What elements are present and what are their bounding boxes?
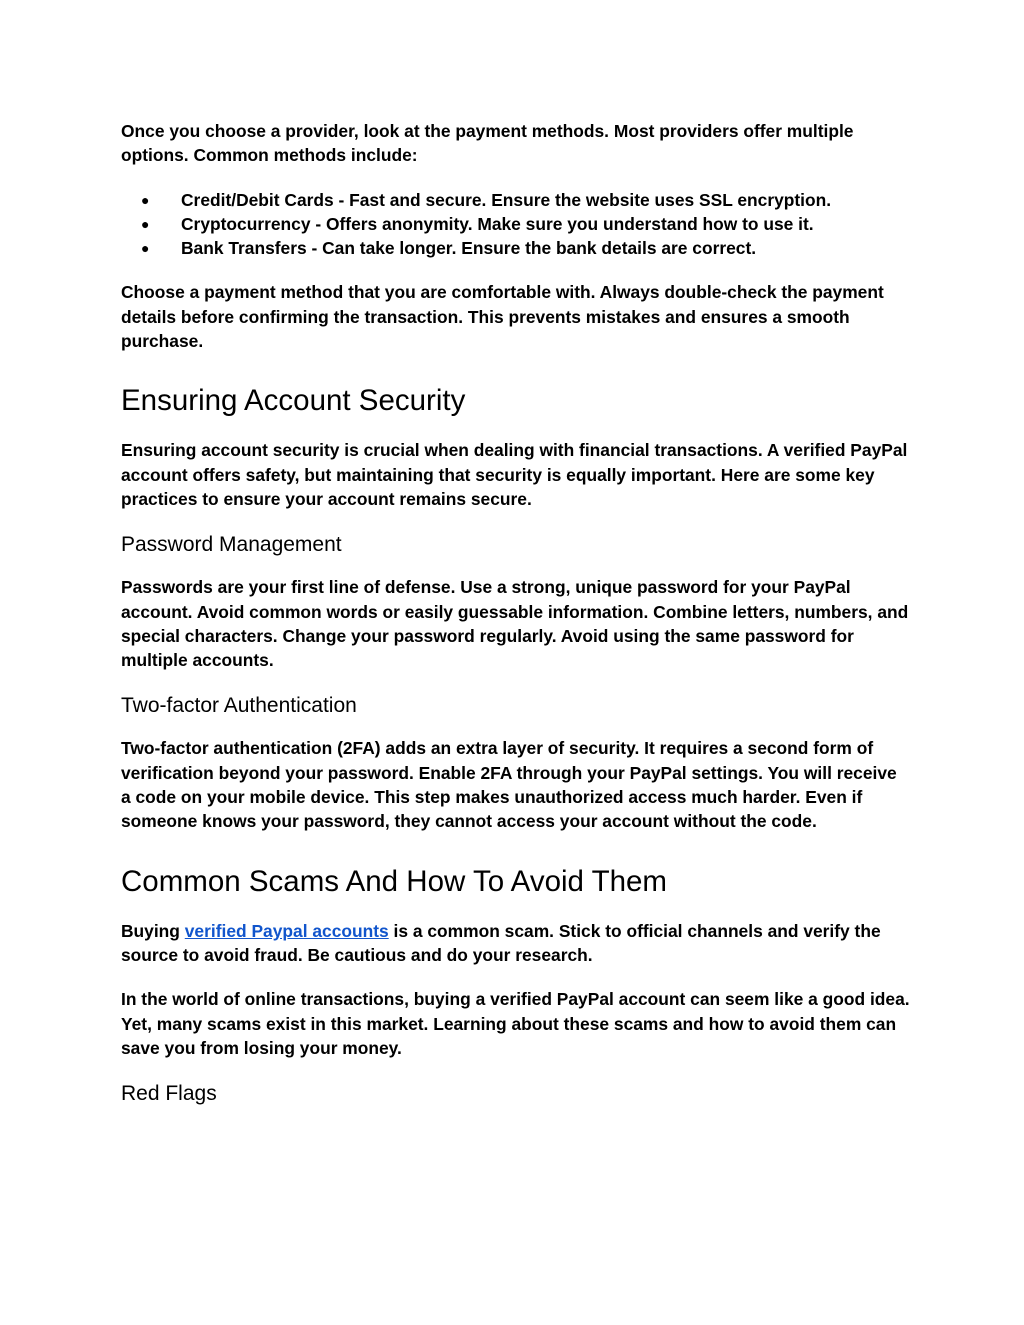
scams-paragraph-1 [121,919,911,968]
bullet-icon: ● [141,215,150,232]
payment-closing-paragraph: Choose a payment method that you are comfortable with. Always double-check the payment details before confirming the transaction. This prevents mistakes and ensures a smooth purchase. [121,282,884,352]
list-item [121,188,911,212]
payment-methods-list [121,188,911,261]
twofa-heading: Two-factor Authentication [121,694,357,718]
scams-p1-after: is a common scam. Stick to official channels and verify the source to avoid fraud. Be cautious and do your research. [121,920,881,965]
twofa-paragraph: Two-factor authentication (2FA) adds an extra layer of security. It requires a second form of verification beyond your password. Enable 2FA through your PayPal settings. You will receive a code on your mobile device. This step makes unauthorized access much harder. Even if someone knows your password, they cannot access your account without the code. [121,738,897,832]
bullet-icon: ● [141,191,150,208]
list-item [121,212,911,236]
list-item-text: Bank Transfers - Can take longer. Ensure the bank details are correct. [181,238,757,259]
document-page [121,119,911,1124]
password-paragraph: Passwords are your first line of defense. Use a strong, unique password for your PayPal account. Avoid common words or easily guessable information. Combine letters, numbers, and special characters. Change your password regularly. Avoid using the same password for multiple accounts. [121,577,909,671]
list-item-text: Cryptocurrency - Offers anonymity. Make sure you understand how to use it. [181,213,814,234]
scams-heading: Common Scams And How To Avoid Them [121,864,668,898]
list-item [121,236,911,260]
security-paragraph: Ensuring account security is crucial when dealing with financial transactions. A verified PayPal account offers safety, but maintaining that security is equally important. Here are some key practices to ensure your account remains secure. [121,440,908,509]
bullet-icon: ● [141,240,150,257]
password-heading: Password Management [121,533,342,557]
scams-paragraph-2: In the world of online transactions, buying a verified PayPal account can seem like a good idea. Yet, many scams exist in this market. Learning about these scams and how to avoid them can save you from losing your money. [121,989,910,1058]
scams-p1-before: Buying [121,920,185,941]
red-flags-heading: Red Flags [121,1082,217,1106]
security-heading: Ensuring Account Security [121,384,466,418]
list-item-text: Credit/Debit Cards - Fast and secure. Ensure the website uses SSL encryption. [181,189,832,210]
intro-paragraph: Once you choose a provider, look at the payment methods. Most providers offer multiple options. Common methods include: [121,121,854,166]
verified-paypal-link[interactable]: verified Paypal accounts [184,920,389,941]
